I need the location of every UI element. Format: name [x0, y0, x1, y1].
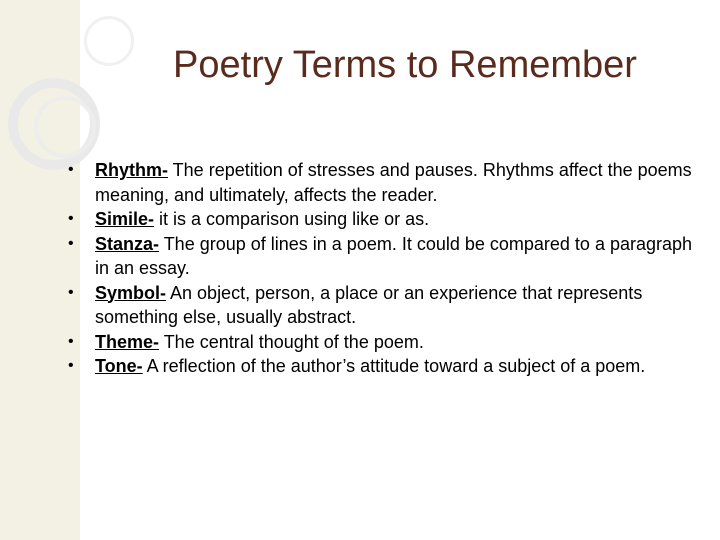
- list-item: [68, 158, 698, 207]
- term-definition: The central thought of the poem.: [159, 331, 424, 352]
- term-name: Stanza-: [95, 233, 160, 254]
- bullet-icon: •: [68, 210, 74, 227]
- terms-list: [68, 158, 698, 379]
- list-item: [68, 330, 698, 355]
- bullet-icon: •: [68, 234, 74, 252]
- bullet-icon: •: [68, 357, 74, 374]
- term-name: Rhythm-: [95, 160, 168, 180]
- term-name: Tone-: [95, 356, 143, 376]
- list-item: [68, 354, 698, 379]
- slide-title: Poetry Terms to Remember: [173, 44, 637, 86]
- decorative-ring-inner: [34, 96, 96, 158]
- term-definition: An object, person, a place or an experience that represents something else, usually abstract.: [95, 282, 643, 327]
- term-definition: The group of lines in a poem. It could be compared to a paragraph in an essay.: [95, 233, 693, 278]
- list-item: [68, 232, 698, 281]
- term-definition: it is a comparison using like or as.: [154, 209, 430, 229]
- bullet-icon: •: [68, 283, 74, 301]
- list-item: [68, 207, 698, 232]
- term-definition: A reflection of the author’s attitude toward a subject of a poem.: [142, 356, 646, 376]
- term-name: Theme-: [95, 331, 160, 352]
- list-item: [68, 281, 698, 330]
- term-name: Simile-: [95, 209, 155, 229]
- bullet-icon: •: [68, 332, 74, 350]
- term-name: Symbol-: [95, 282, 167, 303]
- term-definition: The repetition of stresses and pauses. Rhythms affect the poems meaning, and ultimately, affects the reader.: [95, 160, 692, 205]
- bullet-icon: •: [68, 161, 74, 178]
